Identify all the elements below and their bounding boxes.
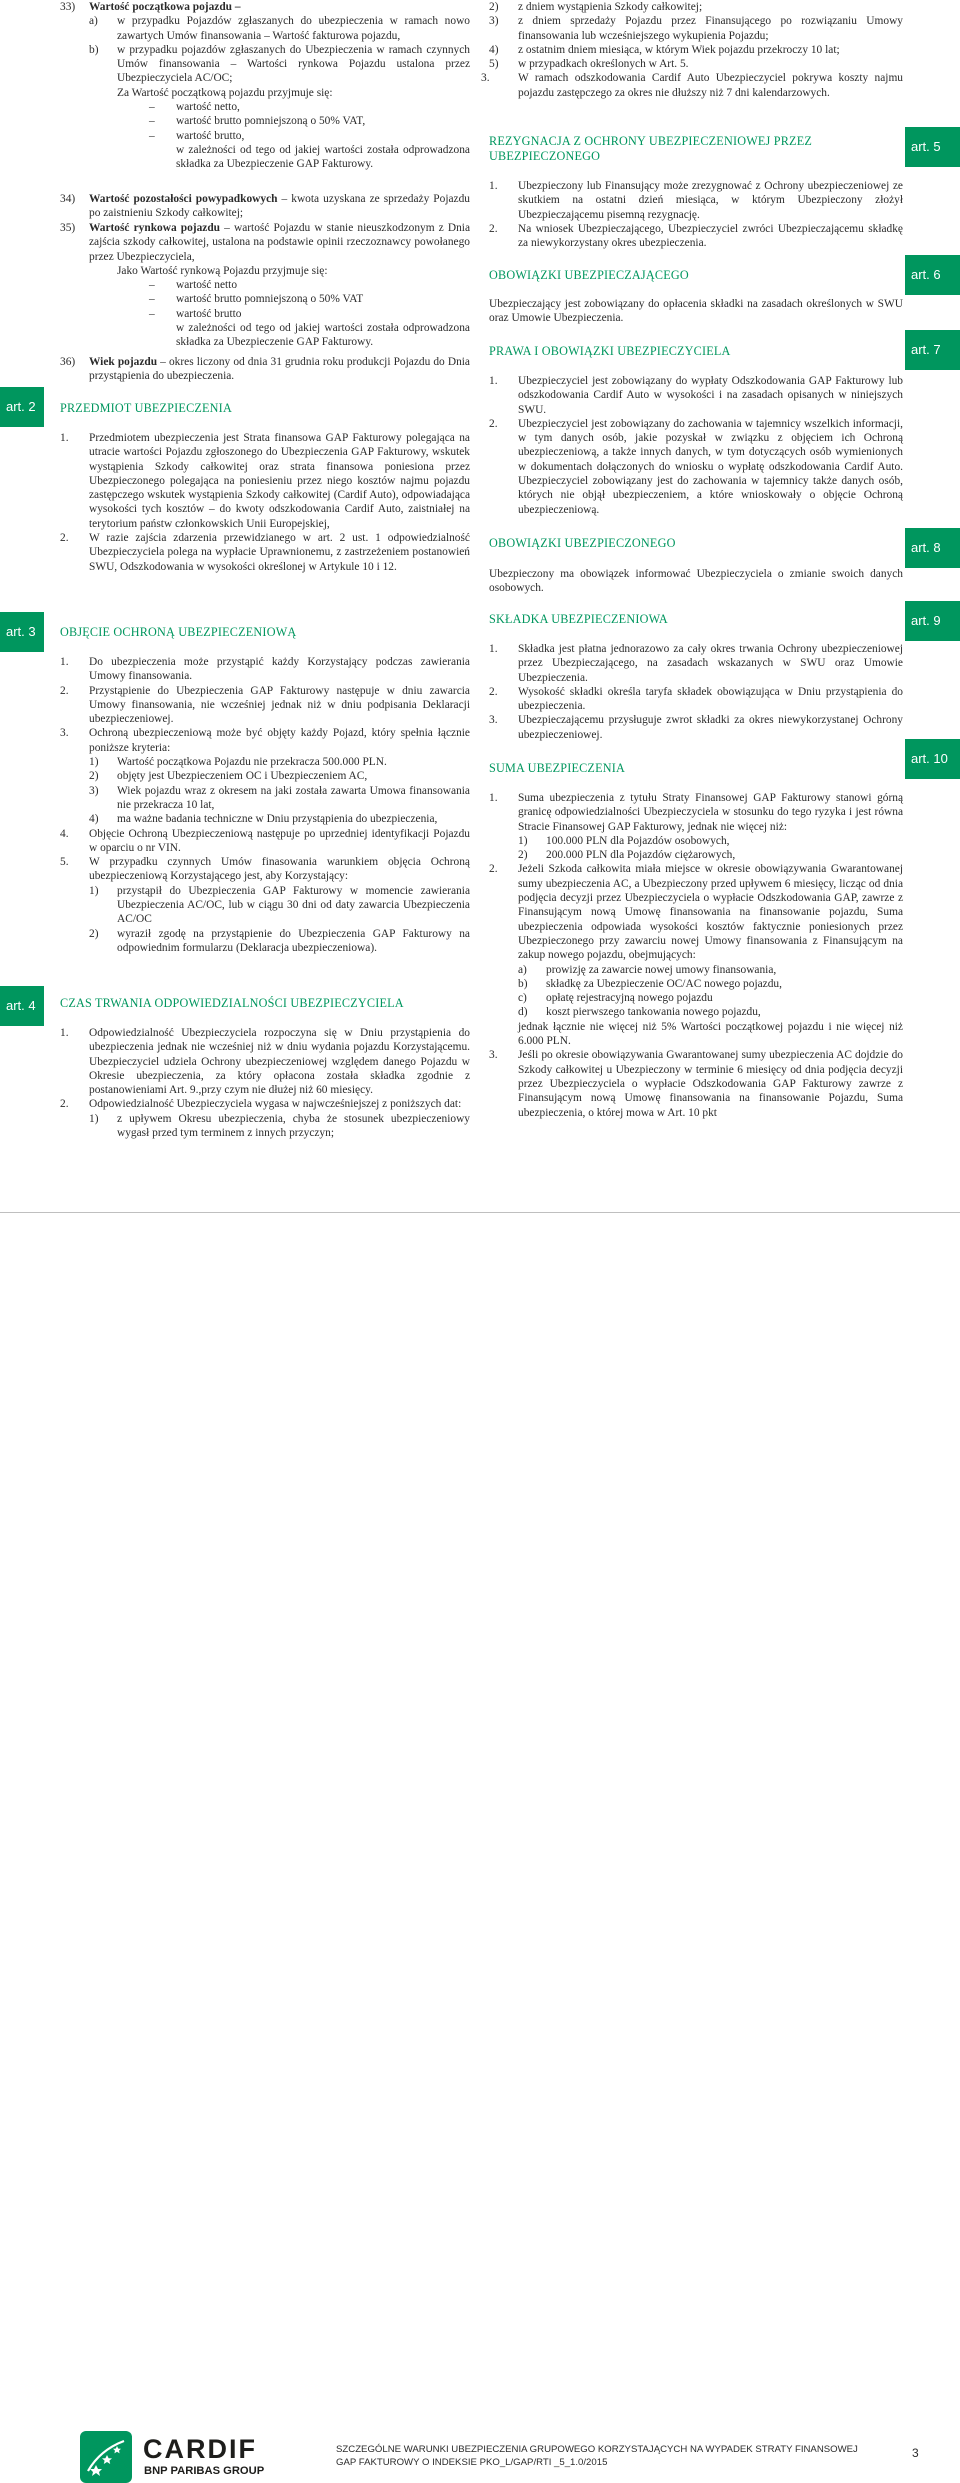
- list-item: 2. Ubezpieczyciel jest zobowiązany do zachowania w tajemnicy wszelkich informacji, w tym danych osób, jakie pozyskał w związku z objęciem ich Ochroną ubezpieczeniową, a także innych danych, w tym dotyczących osób wymienionych w dokumentach dołączonych do wniosku o wypłatę odszkodowania Cardif Auto. Ubezpieczyciel zobowiązany jest do zachowania w tajemnicy także danych osób, których nie objął ubezpieczeniem, a które wnioskowały o objęcie Ochroną ubezpieczeniową.: [489, 417, 903, 516]
- dash-item: – wartość brutto: [149, 307, 242, 320]
- section-art-3-body: [60, 655, 470, 955]
- sub-list-item: 4) z ostatnim dniem miesiąca, w którym Wiek pojazdu przekroczy 10 lat;: [489, 43, 840, 56]
- tab-label: art. 5: [911, 138, 941, 154]
- definition-tail: w zależności od tego od jakiej wartości została odprowadzona składka za Ubezpieczenie GAP Fakturowy.: [176, 322, 470, 349]
- dash-item: – wartość netto: [149, 279, 238, 292]
- section-heading-art-6: OBOWIĄZKI UBEZPIECZAJĄCEGO: [489, 268, 689, 282]
- section-art-4-continued: [481, 0, 903, 100]
- section-heading-art-10: SUMA UBEZPIECZENIA: [489, 761, 625, 775]
- list-item: 2. Wysokość składki określa taryfa składek obowiązująca w Dniu przystąpienia do ubezpieczenia.: [489, 685, 903, 713]
- definition-tail: w zależności od tego od jakiej wartości została odprowadzona składka za Ubezpieczenie GAP Fakturowy.: [176, 143, 470, 171]
- section-heading-art-7: PRAWA I OBOWIĄZKI UBEZPIECZYCIELA: [489, 344, 731, 358]
- tab-label: art. 7: [911, 341, 941, 357]
- sub-list-item: 5) w przypadkach określonych w Art. 5.: [489, 58, 689, 71]
- definition-35: 35) Wartość rynkowa pojazdu – wartość Pojazdu w stanie nieuszkodzonym z Dnia zajścia szkody całkowitej, ustalona na podstawie opinii rzeczoznawcy powołanego przez Ubezpieczyciela, Jako Wartość rynkową Pojazdu przyjmuje się: – wartość netto – wartość brutto pomniejszoną o 50% VAT – wartość brutto w zależności od tego od jakiej wartości została odprowadzona składka za Ubezpieczenie GAP Fakturowy.: [60, 222, 471, 349]
- definition-33: [60, 0, 470, 172]
- dash-item: – wartość brutto,: [149, 129, 245, 142]
- section-heading-art-3: OBJĘCIE OCHRONĄ UBEZPIECZENIOWĄ: [60, 625, 297, 639]
- tab-art-5: [905, 127, 960, 167]
- section-heading-art-2: PRZEDMIOT UBEZPIECZENIA: [60, 401, 232, 415]
- section-art-6-body: Ubezpieczający jest zobowiązany do opłacenia składki na zasadach określonych w SWU oraz Umowie Ubezpieczenia.: [489, 298, 903, 325]
- list-item: 3. W ramach odszkodowania Cardif Auto Ubezpieczyciel pokrywa koszty najmu pojazdu zastępczego za okres nie dłuższy niż 7 dni kalendarzowych.: [481, 72, 903, 99]
- list-item: 2. Na wniosek Ubezpieczającego, Ubezpieczyciel zwróci Ubezpieczającemu składkę za niewykorzystany okres ubezpieczenia.: [489, 222, 903, 250]
- list-item: 2. W razie zajścia zdarzenia przewidzianego w art. 2 ust. 1 odpowiedzialność Ubezpieczyciela polega na wypłacie Uprawnionemu, z zastrzeżeniem postanowień SWU, Odszkodowania w wysokości określonej w Artykule 10 i 12.: [60, 532, 470, 573]
- tab-label: art. 6: [911, 266, 941, 282]
- list-item: 1. Suma ubezpieczenia z tytułu Straty Finansowej GAP Fakturowy stanowi górną granicę odpowiedzialności Ubezpieczyciela w stosunku do tego ryzyka i jest równa Stracie Finansowej GAP Fakturowy, jednak nie więcej niż:: [489, 792, 903, 833]
- tab-art-2: [0, 387, 44, 427]
- definition-36: 36) Wiek pojazdu – okres liczony od dnia 31 grudnia roku produkcji Pojazdu do Dnia przystąpienia do ubezpieczenia.: [60, 356, 470, 383]
- document-title-line-2: GAP FAKTUROWY O INDEKSIE PKO_L/GAP/RTI _5_1.0/2015: [336, 2456, 608, 2468]
- definition-intro: Za Wartość początkową pojazdu przyjmuje się:: [117, 86, 333, 99]
- sub-list-item: 2) objęty jest Ubezpieczeniem OC i Ubezpieczeniem AC,: [89, 770, 368, 783]
- section-heading-art-8: OBOWIĄZKI UBEZPIECZONEGO: [489, 536, 676, 550]
- tab-label: art. 8: [911, 539, 941, 555]
- sub-list-item: 3) Wiek pojazdu wraz z okresem na jaki została zawarta Umowa finansowania nie przekracza 10 lat,: [89, 784, 470, 811]
- sub-list-item: 1) 100.000 PLN dla Pojazdów osobowych,: [518, 834, 730, 847]
- dash-item: – wartość brutto pomniejszoną o 50% VAT: [149, 293, 364, 306]
- list-item: 5. W przypadku czynnych Umów finasowania warunkiem objęcia Ochroną ubezpieczeniową Korzystającego jest, aby Korzystający:: [60, 856, 470, 883]
- definition-title: 33) Wartość początkowa pojazdu –: [60, 1, 241, 13]
- list-item: 1. Odpowiedzialność Ubezpieczyciela rozpoczyna się w Dniu przystąpienia do ubezpieczenia jednak nie wcześniej niż w dniu wydania pojazdu Korzystającemu. Ubezpieczyciel udziela Ochrony ubezpieczeniowej względem danego Pojazdu w Okresie ubezpieczenia, za który opłacona została składka zgodnie z postanowieniami Art. 9.,przy czym nie dłużej niż 60 miesięcy.: [60, 1027, 470, 1097]
- right-column: [481, 0, 903, 1200]
- tab-art-7: [905, 330, 960, 370]
- tab-label: art. 4: [6, 997, 36, 1013]
- bnp-paribas-group-text: BNP PARIBAS GROUP: [144, 2465, 265, 2477]
- sub-list-item: 2) z dniem wystąpienia Szkody całkowitej;: [489, 1, 703, 13]
- list-item: 3. Ubezpieczającemu przysługuje zwrot składki za okres niewykorzystanej Ochrony ubezpieczeniowej.: [489, 714, 903, 741]
- sub-list-item: 2) 200.000 PLN dla Pojazdów ciężarowych,: [518, 849, 736, 862]
- sub-list-item: 4) ma ważne badania techniczne w Dniu przystąpienia do ubezpieczenia,: [89, 813, 438, 826]
- page-number: 3: [912, 2446, 919, 2460]
- dash-item: – wartość brutto pomniejszoną o 50% VAT,: [149, 115, 366, 128]
- section-art-2-body: [60, 431, 470, 574]
- document-title: [336, 2444, 876, 2469]
- list-item: 1. Ubezpieczyciel jest zobowiązany do wypłaty Odszkodowania GAP Fakturowy lub odszkodowania Cardif Auto w wysokości i na zasadach opisanych w niniejszych SWU.: [489, 375, 903, 416]
- definition-34: 34) Wartość pozostałości powypadkowych – kwota uzyskana ze sprzedaży Pojazdu po zaistnieniu Szkody całkowitej;: [60, 193, 471, 220]
- sub-list-item: 1) z upływem Okresu ubezpieczenia, chyba że stosunek ubezpieczeniowy wygasł przed tym terminem z innych przyczyn;: [89, 1112, 470, 1140]
- tab-label: art. 2: [6, 398, 36, 414]
- list-item: 1. Ubezpieczony lub Finansujący może zrezygnować z Ochrony ubezpieczeniowej ze skutkiem na ostatni dzień miesiąca, w którym Ubezpieczony złożył Ubezpieczającemu pisemną rezygnację.: [489, 180, 903, 221]
- sub-list-item: c) opłatę rejestracyjną nowego pojazdu: [518, 992, 713, 1005]
- tab-art-8: [905, 528, 960, 568]
- section-art-10-body: [489, 791, 903, 1120]
- list-item: 2. Jeżeli Szkoda całkowita miała miejsce w okresie obowiązywania Gwarantowanej sumy ubezpieczenia AC, a Ubezpieczony przed upływem 6 miesięcy, licząc od dnia podjęcia decyzji przez Ubezpieczyciela o wypłacie Odszkodowania GAP, zawrze z Finansującym nową Umowę finansowania na finansowanie pojazdu, Suma ubezpieczenia odpowiada wysokości kosztów faktycznie poniesionych przez Ubezpieczonego przy zawarciu nowej Umowy finansowania z Finansującym na zakup nowego pojazdu, obejmujących:: [489, 863, 903, 962]
- tab-label: art. 9: [911, 612, 941, 628]
- section-art-8-body: Ubezpieczony ma obowiązek informować Ubezpieczyciela o zmianie swoich danych osobowych.: [489, 568, 903, 595]
- tab-art-3: [0, 612, 44, 652]
- section-heading-art-9: SKŁADKA UBEZPIECZENIOWA: [489, 612, 668, 626]
- definition-option-a: a) w przypadku Pojazdów zgłaszanych do ubezpieczenia w ramach nowo zawartych Umów finansowania – Wartość fakturowa pojazdu,: [89, 15, 470, 42]
- sub-list-item: 2) wyraził zgodę na przystąpienie do Ubezpieczenia GAP Fakturowy na odpowiednim formularzu (Deklaracja ubezpieczeniowa).: [89, 927, 470, 954]
- tab-art-10: [905, 739, 960, 779]
- tab-art-6: [905, 255, 960, 295]
- sub-list-item: 1) przystąpił do Ubezpieczenia GAP Fakturowy w momencie zawierania Ubezpieczenia AC/OC, lub w ciągu 30 dni od daty zawarcia Ubezpieczenia AC/OC: [89, 884, 470, 926]
- left-column: [60, 0, 470, 1200]
- cardif-logo-text: CARDIF: [143, 2434, 257, 2464]
- bnp-paribas-stars-logo-icon: [80, 2431, 132, 2483]
- tab-art-4: [0, 986, 44, 1026]
- dash-item: – wartość netto,: [149, 101, 240, 114]
- sub-list-item: 3) z dniem sprzedaży Pojazdu przez Finansującego po rozwiązaniu Umowy finansowania lub wcześniejszego wykupienia Pojazdu;: [489, 15, 903, 42]
- document-title-line-1: SZCZEGÓLNE WARUNKI UBEZPIECZENIA GRUPOWEGO KORZYSTAJĄCYCH NA WYPADEK STRATY FINANSOWEJ: [336, 2444, 858, 2455]
- section-art-9-body: [489, 642, 903, 742]
- sub-list-item: a) prowizję za zawarcie nowej umowy finansowania,: [518, 963, 777, 976]
- section-art-7-body: [489, 374, 903, 517]
- list-item: 3. Jeśli po okresie obowiązywania Gwarantowanej sumy ubezpieczenia AC dojdzie do Szkody całkowitej u Ubezpieczony w terminie 6 miesięcy od dnia podjęcia decyzji przez Ubezpieczyciela o wypłacie Odszkodowania GAP Fakturowy zawrze z Finansującym nową Umowę finansowania na finansowanie Pojazdu, Suma ubezpieczenia, o której mowa w Art. 10 pkt: [489, 1049, 903, 1119]
- list-item: 3. Ochroną ubezpieczeniową może być objęty każdy Pojazd, który spełnia łącznie poniższe kryteria:: [60, 727, 470, 754]
- sub-list-item: 1) Wartość początkowa Pojazdu nie przekracza 500.000 PLN.: [89, 756, 387, 769]
- list-item: 1. Składka jest płatna jednorazowo za cały okres trwania Ochrony ubezpieczeniowej przez Ubezpieczającego, na zasadach wskazanych w SWU oraz Umowie Ubezpieczenia.: [489, 643, 903, 684]
- list-item: 1. Do ubezpieczenia może przystąpić każdy Korzystający podczas zawierania Umowy finansowania.: [60, 656, 470, 683]
- list-item-tail: jednak łącznie nie więcej niż 5% Wartości początkowej pojazdu i nie więcej niż 6.000 PLN.: [518, 1020, 903, 1048]
- tab-art-9: [905, 601, 960, 641]
- sub-list-item: d) koszt pierwszego tankowania nowego pojazdu,: [518, 1006, 761, 1019]
- section-heading-art-5: REZYGNACJA Z OCHRONY UBEZPIECZENIOWEJ PRZEZ UBEZPIECZONEGO: [489, 134, 812, 163]
- definition-intro: Jako Wartość rynkową Pojazdu przyjmuje się:: [117, 264, 328, 277]
- page-footer: [0, 1212, 960, 2477]
- list-item: 1. Przedmiotem ubezpieczenia jest Strata finansowa GAP Fakturowy polegająca na utracie wartości Pojazdu zgłoszonego do Ubezpieczenia GAP Fakturowy, wskutek wystąpienia Szkody całkowitej oraz strata finansowa poniesiona przez Ubezpieczonego polegająca na poniesieniu przez niego kosztów najmu pojazdu zastępczego wskutek wystąpienia Szkody całkowitej (Cardif Auto), odpowiadająca wysokości tych kosztów – do kwoty odszkodowania Cardif Auto, zaistniałej na terytorium państw członkowskich Unii Europejskiej,: [60, 432, 470, 530]
- list-item: 2. Odpowiedzialność Ubezpieczyciela wygasa w najwcześniejszej z poniższych dat:: [60, 1098, 462, 1111]
- tab-label: art. 3: [6, 623, 36, 639]
- tab-label: art. 10: [911, 750, 948, 766]
- definition-option-b: b) w przypadku pojazdów zgłaszanych do Ubezpieczenia w ramach czynnych Umów finansowania – Wartości rynkowa Pojazdu ustalona przez Ubezpieczyciela AC/OC;: [89, 43, 470, 85]
- sub-list-item: b) składkę za Ubezpieczenie OC/AC nowego pojazdu,: [518, 977, 782, 990]
- section-art-4-body: [60, 1026, 470, 1140]
- list-item: 4. Objęcie Ochroną Ubezpieczeniową następuje po uprzedniej identyfikacji Pojazdu w oparciu o nr VIN.: [60, 827, 470, 854]
- section-heading-art-4: CZAS TRWANIA ODPOWIEDZIALNOŚCI UBEZPIECZYCIELA: [60, 996, 404, 1010]
- section-art-5-body: [489, 179, 903, 250]
- list-item: 2. Przystąpienie do Ubezpieczenia GAP Fakturowy następuje w dniu zawarcia Umowy finansowania, nie wcześniej jednak niż w dniu podpisania Deklaracji ubezpieczeniowej.: [60, 684, 470, 726]
